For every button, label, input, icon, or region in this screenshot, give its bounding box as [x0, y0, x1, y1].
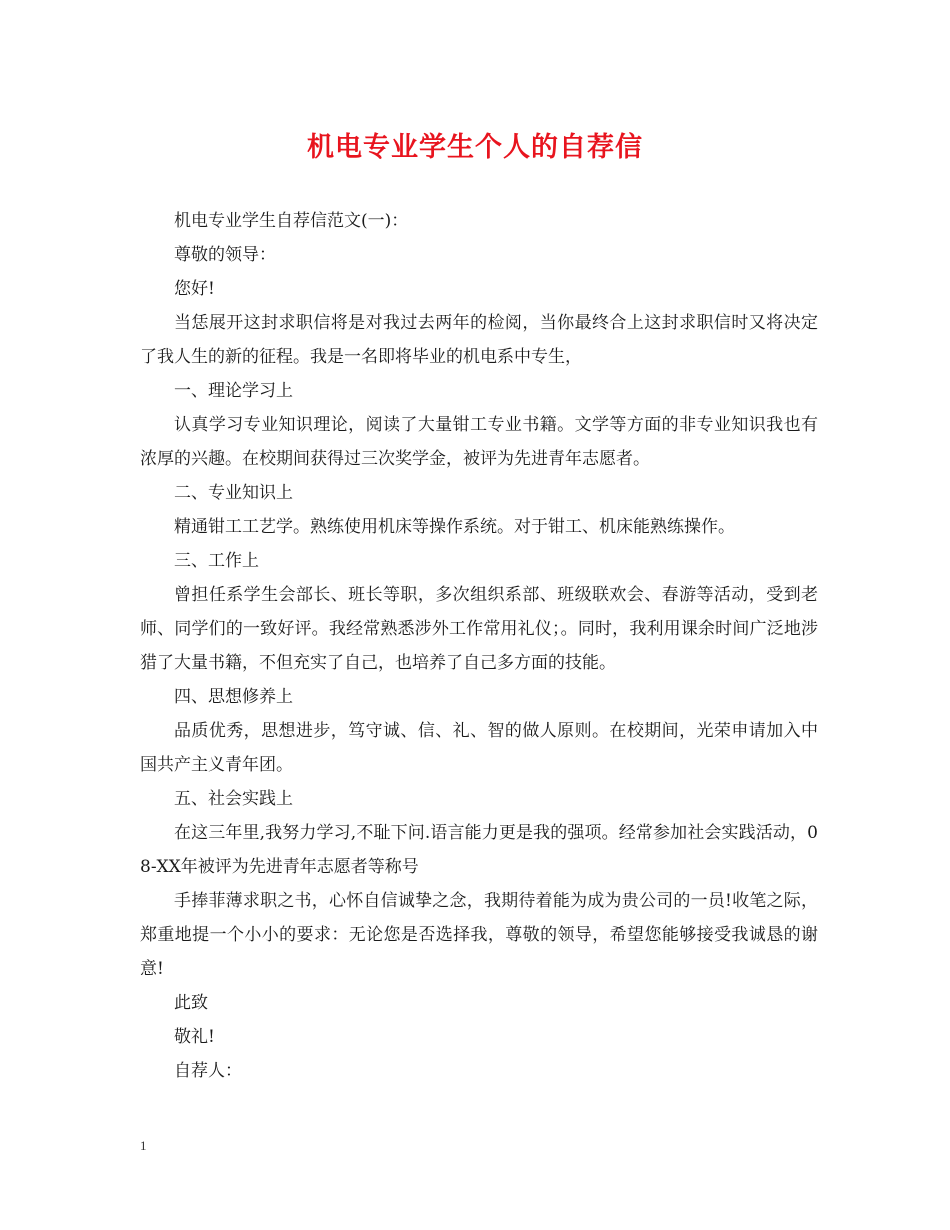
paragraph-salutation: 尊敬的领导： — [174, 245, 276, 265]
paragraph-work: 曾担任系学生会部长、班长等职，多次组织系部、班级联欢会、春游等活动，受到老师、同学们的一致好评。我经常熟悉涉外工作常用礼仪；。同时，我利用课余时间广泛地涉猎了大量书籍，不但充实了自己，也培养了自己多方面的技能。 — [140, 585, 818, 673]
section-heading-practice: 五、社会实践上 — [174, 789, 293, 809]
paragraph-theory: 认真学习专业知识理论，阅读了大量钳工专业书籍。文学等方面的非专业知识我也有浓厚的兴趣。在校期间获得过三次奖学金，被评为先进青年志愿者。 — [140, 415, 818, 469]
page-number: 1 — [140, 1138, 147, 1153]
paragraph-jing-li: 敬礼! — [174, 1027, 215, 1047]
paragraph-ci-zhi: 此致 — [174, 993, 208, 1013]
paragraph-intro: 当恁展开这封求职信将是对我过去两年的检阅，当你最终合上这封求职信时又将决定了我人生的新的征程。我是一名即将毕业的机电系中专生， — [140, 313, 818, 367]
paragraph-professional: 精通钳工工艺学。熟练使用机床等操作系统。对于钳工、机床能熟练操作。 — [174, 517, 735, 537]
paragraph-closing: 手捧菲薄求职之书，心怀自信诚挚之念，我期待着能为成为贵公司的一员!收笔之际，郑重地提一个小小的要求：无论您是否选择我，尊敬的领导，希望您能够接受我诚恳的谢意! — [140, 891, 818, 979]
paragraph-hello: 您好! — [174, 279, 215, 299]
paragraph-practice: 在这三年里,我努力学习,不耻下问.语言能力更是我的强项。经常参加社会实践活动，08-XX年被评为先进青年志愿者等称号 — [140, 823, 818, 877]
document-title: 机电专业学生个人的自荐信 — [307, 132, 643, 163]
section-heading-character: 四、思想修养上 — [174, 687, 293, 707]
paragraph-signature: 自荐人： — [174, 1061, 242, 1081]
section-heading-work: 三、工作上 — [174, 551, 259, 571]
document-body — [140, 204, 818, 1088]
paragraph-character: 品质优秀，思想进步，笃守诚、信、礼、智的做人原则。在校期间，光荣申请加入中国共产主义青年团。 — [140, 721, 818, 775]
paragraph-greeting-heading: 机电专业学生自荐信范文(一)： — [174, 211, 409, 231]
section-heading-professional: 二、专业知识上 — [174, 483, 293, 503]
section-heading-theory: 一、理论学习上 — [174, 381, 293, 401]
